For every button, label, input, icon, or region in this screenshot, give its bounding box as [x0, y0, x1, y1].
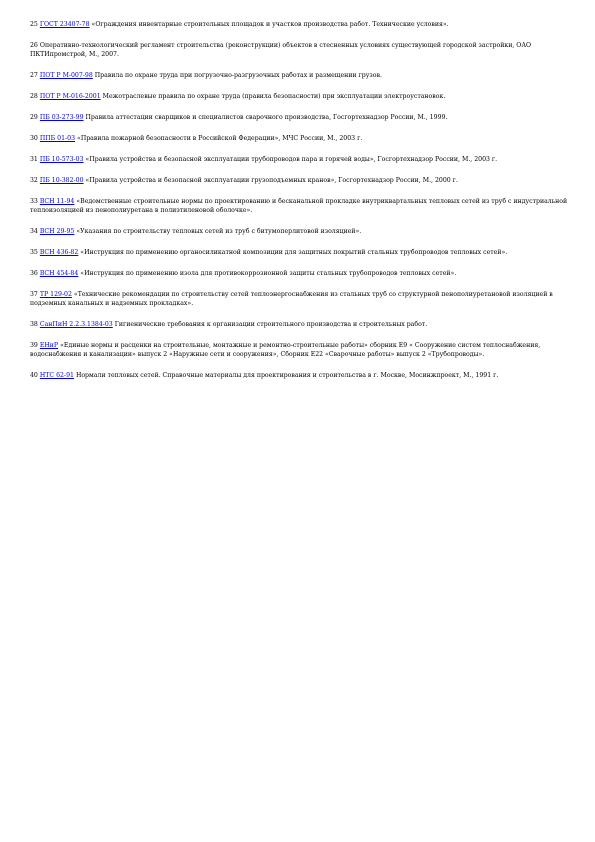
reference-entry-32 — [30, 176, 570, 185]
entry-text: «Инструкция по применению органосиликатной композиции для защитных покрытий стальных трубопроводов тепловых сетей». — [80, 249, 508, 256]
entry-number: 34 — [30, 228, 38, 235]
reference-entry-40 — [30, 371, 570, 380]
entry-number: 30 — [30, 135, 38, 142]
document-page — [30, 20, 570, 392]
reference-link[interactable]: ВСН 436-82 — [39, 249, 79, 256]
entry-text: «Правила устройства и безопасной эксплуатации грузоподъемных кранов», Госгортехнадзор России, М., 2000 г. — [85, 177, 458, 184]
reference-link[interactable]: ПБ 03-273-99 — [39, 114, 84, 121]
entry-text: «Указания по строительству тепловых сетей из труб с битумоперлитовой изоляцией». — [76, 228, 362, 235]
reference-link[interactable]: ПБ 10-573-03 — [39, 156, 84, 163]
reference-link[interactable]: ГОСТ 23407-78 — [39, 21, 90, 28]
reference-link[interactable]: НТС 62-91 — [39, 372, 74, 379]
reference-entry-26 — [30, 41, 570, 59]
entry-text: «Правила пожарной безопасности в Российской Федерации», МЧС России, М., 2003 г. — [77, 135, 363, 142]
entry-text: «Инструкция по применению изола для противокоррозионной защиты стальных трубопроводов тепловых сетей». — [80, 270, 457, 277]
reference-entry-38 — [30, 320, 570, 329]
entry-number: 37 — [30, 291, 38, 298]
reference-entry-28 — [30, 92, 570, 101]
entry-text: Оперативно-технологический регламент строительства (реконструкции) объектов в стесненных условиях существующей городской застройки, ОАО ПКТИпромстрой, М., 2007. — [30, 42, 532, 58]
entry-text: Правила аттестации сварщиков и специалистов сварочного производства, Госгортехнадзор России, М., 1999. — [85, 114, 448, 121]
entry-number: 35 — [30, 249, 38, 256]
entry-number: 25 — [30, 21, 38, 28]
entry-number: 27 — [30, 72, 38, 79]
reference-entry-35 — [30, 248, 570, 257]
reference-link[interactable]: ВСН 11-94 — [39, 198, 75, 205]
reference-link[interactable]: ПОТ Р М-007-98 — [39, 72, 93, 79]
entry-text: Правила по охране труда при погрузочно-разгрузочных работах и размещении грузов. — [94, 72, 382, 79]
reference-link[interactable]: ЕНиР — [39, 342, 59, 349]
entry-number: 32 — [30, 177, 38, 184]
entry-text: Нормали тепловых сетей. Справочные материалы для проектирования и строительства в г. Москве, Мосинжпроект, М., 1991 г. — [75, 372, 499, 379]
reference-entry-25 — [30, 20, 570, 29]
reference-entry-30 — [30, 134, 570, 143]
entry-number: 39 — [30, 342, 38, 349]
reference-entry-29 — [30, 113, 570, 122]
entry-text: «Технические рекомендации по строительству сетей теплоэнергоснабжения из стальных труб со структурной пенополиуретановой изоляцией в подземных канальных и надземных прокладках». — [30, 291, 553, 307]
reference-link[interactable]: СанПиН 2.2.3.1384-03 — [39, 321, 113, 328]
reference-link[interactable]: ПБ 10-382-00 — [39, 177, 84, 184]
entry-text: «Ограждения инвентарные строительных площадок и участков производства работ. Технические условия». — [91, 21, 449, 28]
reference-link[interactable]: ВСН 29-95 — [39, 228, 75, 235]
reference-entry-34 — [30, 227, 570, 236]
reference-link[interactable]: ТР 129-02 — [39, 291, 72, 298]
entry-number: 31 — [30, 156, 38, 163]
entry-text: Гигиенические требования к организации строительного производства и строительных работ. — [114, 321, 428, 328]
reference-link[interactable]: ППБ 01-03 — [39, 135, 76, 142]
reference-entry-39 — [30, 341, 570, 359]
entry-number: 28 — [30, 93, 38, 100]
entry-number: 36 — [30, 270, 38, 277]
entry-text: «Единые нормы и расценки на строительные, монтажные и ремонтно-строительные работы» сборник Е9 « Сооружение систем теплоснабжения, водоснабжения и канализации» выпуск 2 «Наружные сети и сооружения», Сборник Е22 «Сварочные работы» выпуск 2 «Трубопроводы». — [30, 342, 541, 358]
entry-number: 29 — [30, 114, 38, 121]
entry-number: 33 — [30, 198, 38, 205]
entry-text: Межотраслевые правила по охране труда (правила безопасности) при эксплуатации электроустановок. — [102, 93, 446, 100]
entry-number: 40 — [30, 372, 38, 379]
entry-number: 26 — [30, 42, 38, 49]
reference-entry-36 — [30, 269, 570, 278]
entry-number: 38 — [30, 321, 38, 328]
entry-text: «Правила устройства и безопасной эксплуатации трубопроводов пара и горячей воды», Госгортехнадзор России, М., 2003 г. — [85, 156, 498, 163]
entry-text: «Ведомственные строительные нормы по проектированию и бесканальной прокладке внутриквартальных тепловых сетей из труб с индустриальной теплоизоляцией из пенополиуретана в полиэтиленовой оболочке». — [30, 198, 568, 214]
reference-entry-37 — [30, 290, 570, 308]
reference-link[interactable]: ВСН 454-84 — [39, 270, 79, 277]
reference-link[interactable]: ПОТ Р М-016-2001 — [39, 93, 101, 100]
reference-entry-33 — [30, 197, 570, 215]
reference-entry-27 — [30, 71, 570, 80]
reference-entry-31 — [30, 155, 570, 164]
